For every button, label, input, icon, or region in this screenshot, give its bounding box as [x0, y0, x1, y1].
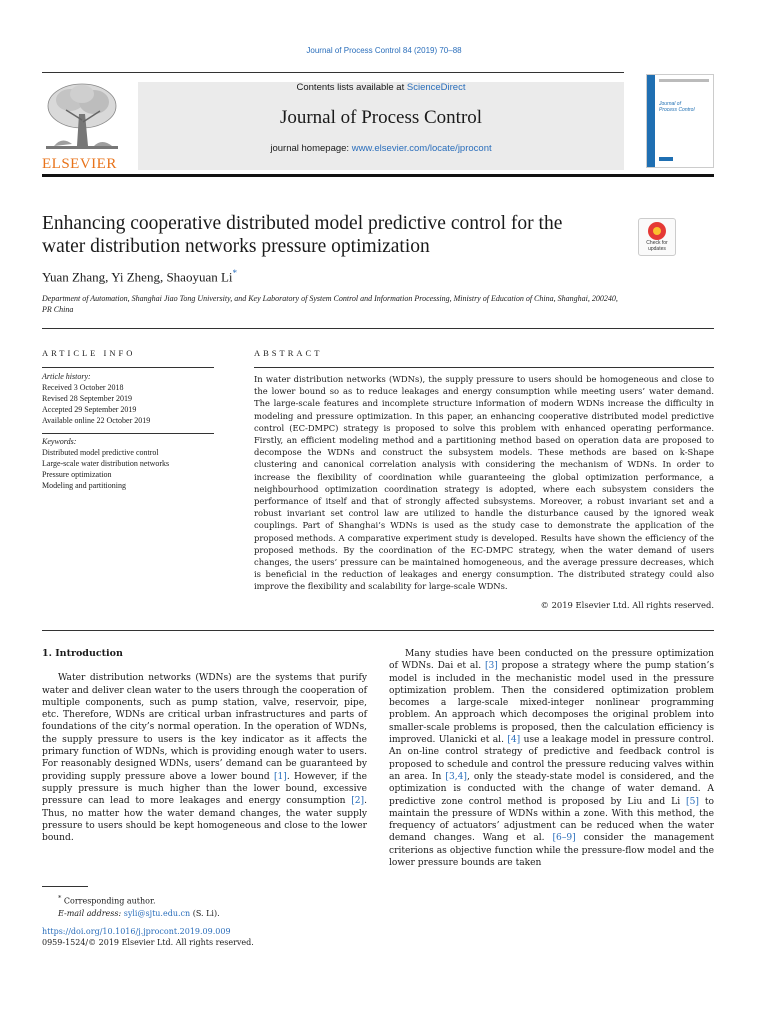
check-updates-line1: Check for	[646, 240, 668, 246]
journal-reference-link[interactable]: Journal of Process Control 84 (2019) 70–88	[306, 46, 462, 55]
cover-header-bar	[659, 79, 709, 82]
intro-text-segment: , only the steady-state model is considered, and the optimization is conducted with the change of water demand. A predictive zone control method is proposed by Liu and Li	[389, 771, 714, 807]
author-list	[42, 268, 237, 285]
intro-text-segment: . However, if the supply pressure is much higher than the lower bound, excessive pressure can lead to more leakages and energy consumption	[42, 771, 367, 807]
article-title-line1: Enhancing cooperative distributed model predictive control for the	[42, 213, 563, 234]
intro-text-segment: use a leakage model in pressure control. An on-line control strategy of predictive and feedback control is proposed to schedule and control the pressure reducing valves within an area. In	[389, 735, 714, 782]
keywords-block	[42, 436, 214, 491]
intro-paragraph-2	[389, 648, 714, 869]
article-info-heading: ARTICLE INFO	[42, 348, 136, 358]
corresponding-author-note	[42, 892, 382, 908]
cover-title-line2: Process Control	[659, 107, 695, 113]
keyword-item: Distributed model predictive control	[42, 448, 159, 457]
check-updates-line2: updates	[648, 245, 666, 252]
header-top-rule	[42, 72, 624, 73]
keyword-item: Modeling and partitioning	[42, 481, 126, 490]
keyword-item: Pressure optimization	[42, 470, 112, 479]
elsevier-wordmark: ELSEVIER	[42, 156, 117, 172]
body-column-left	[42, 648, 367, 844]
email-suffix: (S. Li).	[190, 908, 220, 918]
keywords-label: Keywords:	[42, 437, 77, 446]
introduction-heading: 1. Introduction	[42, 648, 123, 659]
abstract-end-rule	[42, 630, 714, 631]
cover-title-line1: Journal of	[659, 101, 681, 107]
intro-text-segment: consider the management criterions as objective function while the pressure-flow model and the lower pressure bounds are taken	[389, 833, 714, 869]
abstract-copyright: © 2019 Elsevier Ltd. All rights reserved.	[540, 600, 714, 610]
corresponding-author-text: Corresponding author.	[63, 896, 156, 906]
received-date: Received 3 October 2018	[42, 383, 124, 392]
article-title	[42, 212, 622, 258]
history-label: Article history:	[42, 372, 91, 381]
keywords-rule	[42, 433, 214, 434]
abstract-text: In water distribution networks (WDNs), the supply pressure to users should be homogeneous and close to the lower bound so as to reduce leakages and energy consumption while meeting users’ water demand. The large-scale features and incomplete structure information of modern WDNs increase the difficulty in modeling and pressure optimization. In this paper, an enhancing cooperative distributed model predictive control (EC-DMPC) strategy is proposed to solve this problem with enhanced operating performance. Firstly, an efficient modeling method and a partitioning method based on operation data are proposed to decompose the WDNs and construct the subsystem models. These methods are based on k-Shape clustering and canonical correlation analysis with considering the mechanism of WDNs. In order to increase the flexibility of coordination while guaranteeing the global optimization performance, a neighbourhood optimization coordination strategy is adopted, where each subsystem considers the performance of itself and that of strongly affected subsystems. Moreover, a robust invariant set and a robust invariant set control law are utilized to handle the disturbance caused by the ignored weak couplings. Part of Shanghai’s WDNs is used as the study case to demonstrate the application of the proposed methods. A comparative experiment study is developed. Results have shown the efficiency of the proposed methods. By the coordination of the EC-DMPC strategy, when the water demand of users changes, the users’ pressure can be maintained homogeneous, and the average pressure decreases, which is beneficial in the reduction of leakages and energy consumption. The distributed strategy could also improve the flexibility and scalability for large-scale WDNs.	[254, 374, 714, 592]
citation-link[interactable]: [5]	[686, 796, 699, 807]
check-updates-label	[639, 241, 675, 252]
cover-color-strip	[647, 75, 655, 167]
homepage-line	[138, 143, 624, 154]
intro-text-segment: Water distribution networks (WDNs) are the systems that purify water and deliver clean water to the users through the cooperation of multiple components, such as pump station, valve, reservoir, pipe, etc. Therefore, WDNs are critical urban infrastructures and parts of foundations of the city’s normal operation. In the operation of WDNs, the supply pressure to users is the key indicator as it affects the primary function of WDNs, which is providing enough water to users. For reasonably designed WDNs, users’ demand can be guaranteed by providing supply pressure above a lower bound	[42, 673, 367, 782]
citation-link[interactable]: [3]	[484, 661, 498, 672]
article-title-line2: water distribution networks pressure optimization	[42, 236, 430, 257]
author-affiliation: Department of Automation, Shanghai Jiao Tong University, and Key Laboratory of System Control and Information Processing, Ministry of Education of China, Shanghai, 200240, PR China	[42, 294, 618, 314]
intro-text-segment: propose a strategy where the pump station’s model is included in the mechanistic model used in the pressure optimization problem. Then the considered optimization problem becomes a large-scale mixed-integer nonlinear programming problem. An approach which decomposes the original problem into smaller-scale problems is proposed, then the calculation efficiency is improved. Ulanicki et al.	[389, 661, 714, 746]
revised-date: Revised 28 September 2019	[42, 394, 132, 403]
intro-paragraph-1	[42, 672, 367, 844]
journal-header	[42, 72, 714, 178]
intro-text-segment: Many studies have been conducted on the pressure optimization of WDNs. Dai et al.	[389, 649, 714, 672]
footnotes	[42, 892, 382, 920]
body-column-right	[389, 648, 714, 869]
contents-line	[138, 82, 624, 93]
citation-link[interactable]: [2]	[351, 796, 365, 807]
journal-homepage-link[interactable]: www.elsevier.com/locate/jprocont	[351, 143, 492, 154]
email-note	[42, 908, 382, 920]
footnote-rule	[42, 886, 88, 887]
abstract-rule	[254, 367, 714, 368]
abstract-heading: ABSTRACT	[254, 348, 323, 358]
authors-names: Yuan Zhang, Yi Zheng, Shaoyuan Li	[42, 269, 233, 285]
citation-link[interactable]: [6–9]	[552, 833, 576, 844]
footnote-mark: *	[58, 894, 62, 902]
email-link[interactable]: syli@sjtu.edu.cn	[123, 908, 191, 918]
article-info-rule	[42, 367, 214, 368]
journal-banner	[138, 82, 624, 170]
citation-link[interactable]: [3,4]	[445, 771, 467, 782]
citation-link[interactable]: [1]	[273, 771, 287, 782]
journal-cover-thumbnail[interactable]	[646, 74, 714, 168]
check-for-updates-button[interactable]	[638, 218, 676, 256]
corresponding-author-link[interactable]: *	[232, 268, 238, 278]
email-label: E-mail address:	[58, 908, 122, 918]
cover-logo-bar	[659, 157, 673, 161]
article-history	[42, 371, 214, 426]
contents-prefix: Contents lists available at	[296, 82, 407, 93]
journal-title: Journal of Process Control	[279, 107, 483, 128]
cover-title	[659, 101, 695, 113]
doi-link[interactable]: https://doi.org/10.1016/j.jprocont.2019.09.009	[42, 927, 231, 936]
intro-text-segment: to maintain the pressure of WDNs within a zone. With this method, the frequency of actuators’ adjustment can be reduced when the water demand changes. Wang et al.	[389, 796, 714, 844]
online-date: Available online 22 October 2019	[42, 416, 151, 425]
title-block-rule	[42, 328, 714, 329]
elsevier-logo	[42, 80, 122, 170]
intro-text-segment: . Thus, no matter how the water demand changes, the water supply pressure to users should be kept homogeneous and close to the lower bound.	[42, 796, 367, 844]
header-bottom-rule	[42, 174, 714, 177]
citation-link[interactable]: [4]	[507, 735, 521, 746]
keyword-item: Large-scale water distribution networks	[42, 459, 170, 468]
doi-block	[42, 926, 254, 948]
crossmark-icon	[648, 222, 666, 240]
sciencedirect-link[interactable]: ScienceDirect	[406, 82, 466, 93]
elsevier-tree-icon	[42, 80, 122, 154]
accepted-date: Accepted 29 September 2019	[42, 405, 137, 414]
issn-copyright: 0959-1524/© 2019 Elsevier Ltd. All rights reserved.	[42, 938, 254, 947]
homepage-prefix: journal homepage:	[270, 143, 352, 154]
